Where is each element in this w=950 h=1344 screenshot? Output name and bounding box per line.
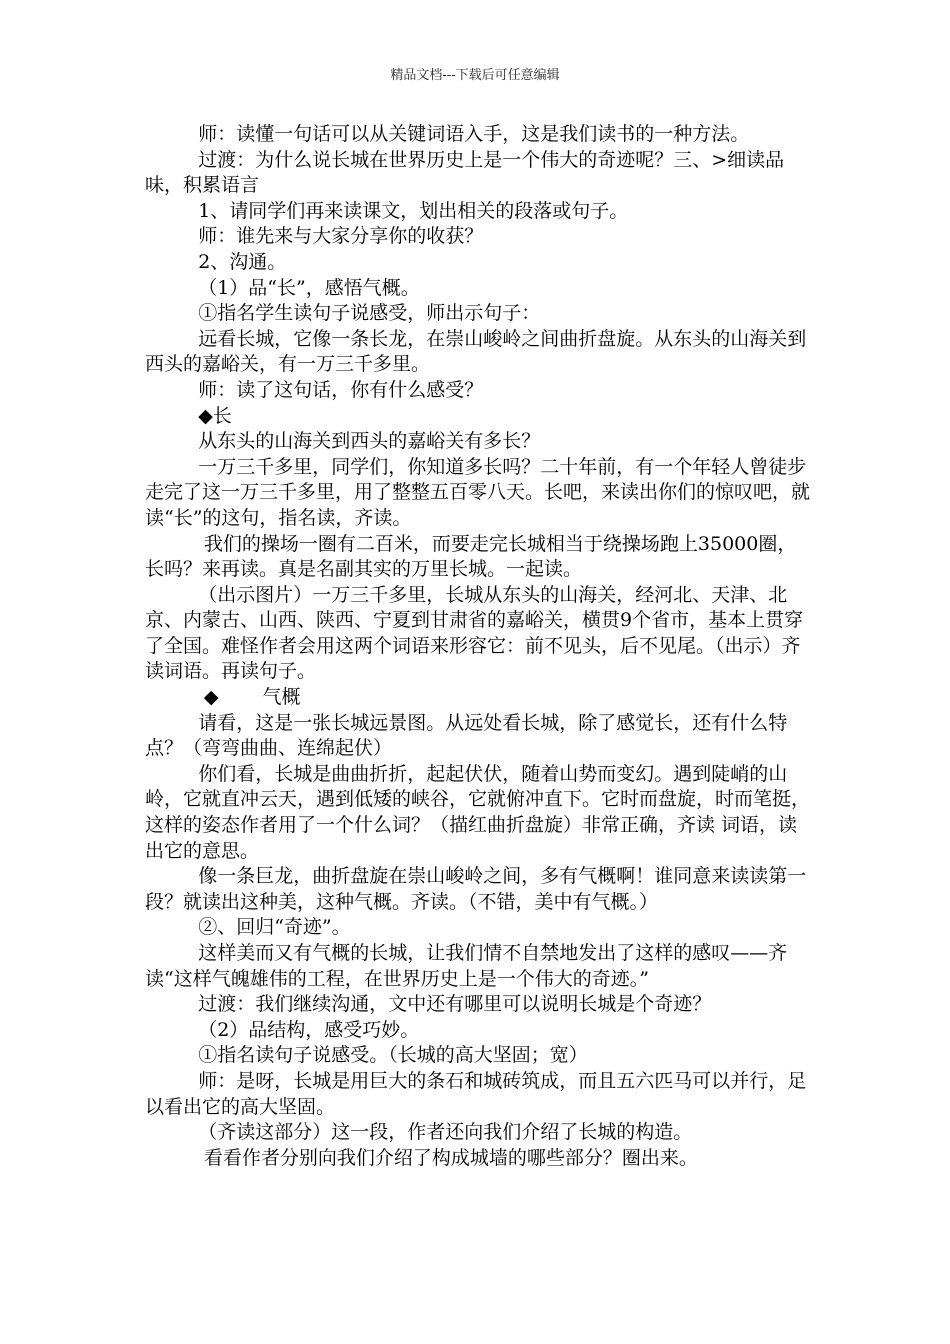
paragraph: 师：读懂一句话可以从关键词语入手，这是我们读书的一种方法。: [198, 123, 750, 145]
diamond-bullet-icon: ◆: [203, 686, 219, 709]
paragraph: 一万三千多里，同学们，你知道多长吗？二十年前，有一个年轻人曾徒步走完了这一万三千多里，用了整整五百零八天。长吧，来读出你们的惊叹吧，就读“长”的这句，指名读，齐读。: [145, 455, 811, 529]
document-body: [145, 122, 810, 1171]
paragraph: （齐读这部分）这一段，作者还向我们介绍了长城的构造。: [198, 1121, 693, 1144]
paragraph: 师：读了这句话，你有什么感受？: [198, 378, 484, 401]
paragraph: ①指名学生读句子说感受，师出示句子：: [198, 302, 541, 325]
paragraph: 师：谁先来与大家分享你的收获？: [198, 225, 484, 248]
bullet-heading-label: 气概: [262, 686, 301, 709]
paragraph: 远看长城，它像一条长龙，在崇山峻岭之间曲折盘旋。从东头的山海关到西头的嘉峪关，有一万三千多里。: [145, 327, 807, 376]
paragraph: （2）品结构，感受巧妙。: [198, 1018, 420, 1041]
paragraph: 1、请同学们再来读课文，划出相关的段落或句子。: [198, 199, 629, 222]
paragraph: 我们的操场一圈有二百米，而要走完长城相当于绕操场跑上35000圈，长吗？来再读。真是名副其实的万里长城。一起读。: [145, 532, 797, 581]
page-header: 精品文档---下载后可任意编辑: [390, 68, 560, 83]
paragraph: 过渡：我们继续沟通，文中还有哪里可以说明长城是个奇迹？: [198, 993, 712, 1016]
paragraph: 像一条巨龙，曲折盘旋在崇山峻岭之间，多有气概啊！谁同意来读读第一段？就读出这种美，这种气概。齐读。（不错，美中有气概。）: [145, 865, 807, 913]
paragraph: 从东头的山海关到西头的嘉峪关有多长？: [198, 430, 541, 453]
bullet-heading-qigai: [145, 685, 810, 711]
bullet-heading-chang: ◆长: [198, 404, 232, 427]
paragraph: ②、回归“奇迹”。: [198, 916, 351, 939]
paragraph: 你们看，长城是曲曲折折，起起伏伏，随着山势而变幻。遇到陡峭的山岭，它就直冲云天，遇到低矮的峡谷，它就俯冲直下。它时而盘旋，时而笔挺，这样的姿态作者用了一个什么词？（描红曲折盘旋）非常正确，齐读 词语，读出它的意思。: [145, 762, 811, 862]
paragraph: ①指名读句子说感受。（长城的高大坚固；宽）: [198, 1044, 588, 1067]
paragraph: 这样美而又有气概的长城，让我们情不自禁地发出了这样的感叹——齐读“这样气魄雄伟的工程，在世界历史上是一个伟大的奇迹。”: [145, 942, 788, 990]
paragraph: 2、沟通。: [198, 250, 287, 273]
paragraph: （出示图片）一万三千多里，长城从东头的山海关，经河北、天津、北京、内蒙古、山西、陕西、宁夏到甘肃省的嘉峪关，横贯9个省市，基本上贯穿了全国。难怪作者会用这两个词语来形容它：前不见头，后不见尾。（出示）齐读词语。再读句子。: [145, 583, 804, 683]
paragraph: 师：是呀，长城是用巨大的条石和城砖筑成，而且五六匹马可以并行，足以看出它的高大坚固。: [145, 1069, 807, 1118]
paragraph: 请看，这是一张长城远景图。从远处看长城，除了感觉长，还有什么特点？（弯弯曲曲、连绵起伏）: [145, 711, 788, 760]
paragraph: 过渡：为什么说长城在世界历史上是一个伟大的奇迹呢？三、>细读品味，积累语言: [145, 148, 785, 197]
paragraph: （1）品“长”，感悟气概。: [198, 276, 420, 299]
paragraph: 看看作者分别向我们介绍了构成城墙的哪些部分？圈出来。: [203, 1146, 698, 1169]
